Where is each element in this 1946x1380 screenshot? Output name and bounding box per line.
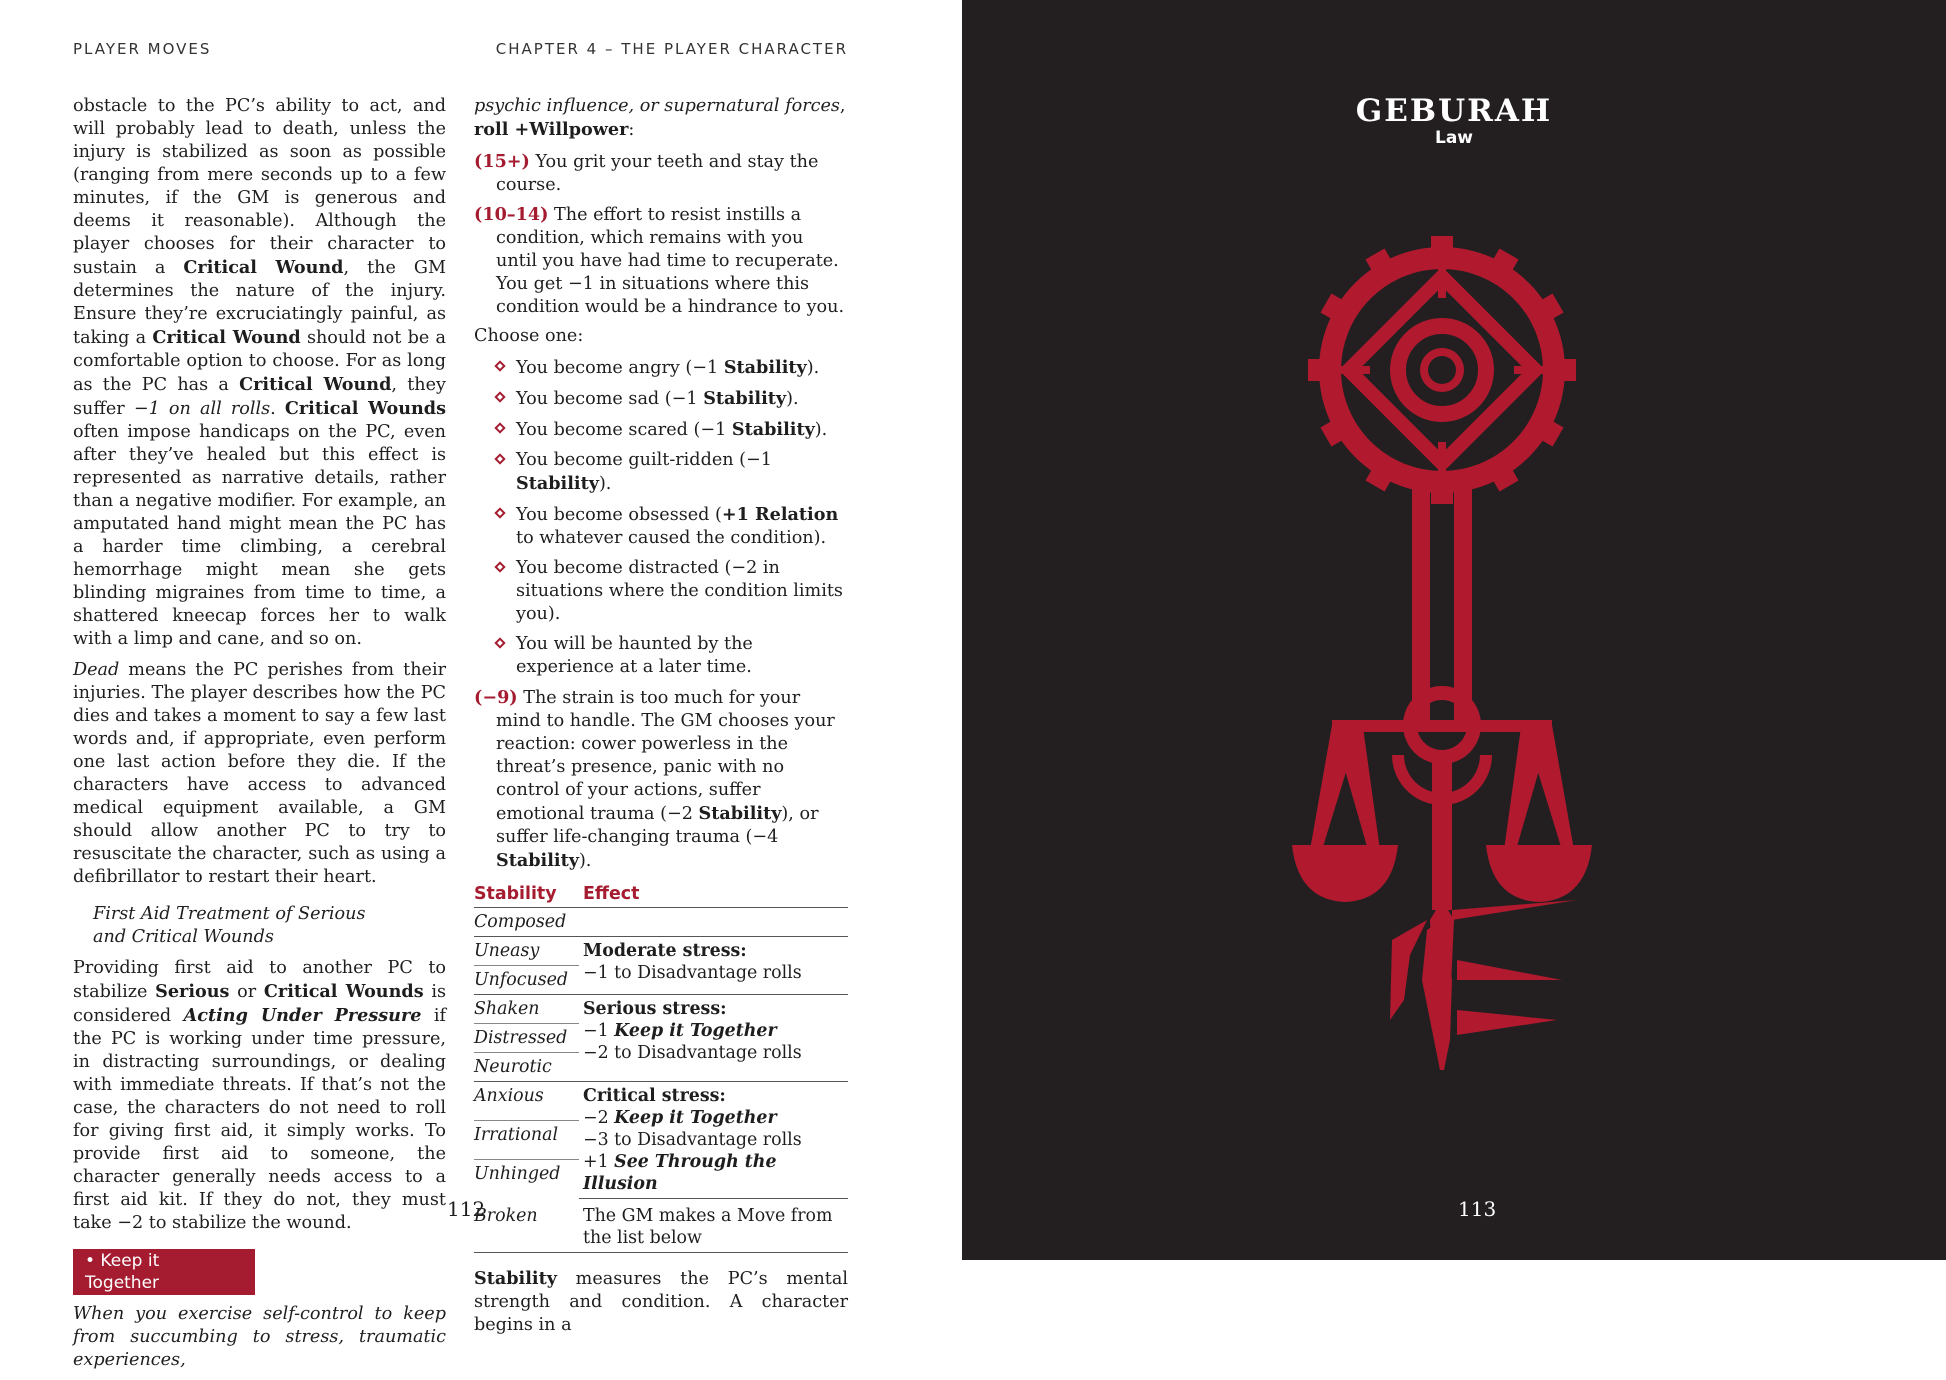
stability-level: Unhinged (474, 1164, 561, 1185)
condition-choice-list (474, 356, 848, 679)
result-minus-9: (−9) The strain is too much for your mind to handle. The GM chooses your reaction: cower powerless in the threat’s presence, panic with no control of your actions, suffer emotional trauma (−2 Stability), or suffer life-changing trauma (−4 Stability). (474, 687, 835, 871)
subheading-first-aid: First Aid Treatment of Serious and Critical Wounds (93, 904, 366, 947)
stability-level: Unfocused (474, 966, 579, 995)
stability-level: Broken (474, 1199, 579, 1253)
stability-level: Composed (474, 908, 579, 937)
page-number-left: 112 (447, 1197, 486, 1221)
column-header-stability: Stability (474, 881, 579, 908)
move-heading-keep-it-together: • Keep it Together (73, 1249, 255, 1295)
stability-table (474, 881, 848, 1253)
diamond-bullet-icon (494, 453, 505, 464)
result-10-14: (10–14) The effort to resist instills a condition, which remains with you until you have had time to recuperate. You get −1 in situations where this condition would be a hindrance to you. (474, 204, 845, 317)
stability-level: Uneasy (474, 937, 579, 966)
left-page (0, 0, 962, 1370)
running-head-left: PLAYER MOVES (73, 40, 212, 58)
diamond-bullet-icon (494, 422, 505, 433)
list-item: You become scared (−1 Stability). (516, 418, 848, 442)
list-item: You become distracted (−2 in situations where the condition limits you). (516, 557, 848, 626)
table-row (474, 908, 848, 937)
list-item: You become obsessed (+1 Relation to whatever caused the condition). (516, 503, 848, 550)
list-item: You become sad (−1 Stability). (516, 387, 848, 411)
paragraph-first-aid: Providing first aid to another PC to stabilize Serious or Critical Wounds is considered Acting Under Pressure if the PC is working under time pressure, in distracting surroundings, or dealing with immediate threats. If that’s not the case, the characters do not need to roll for giving first aid, it simply works. To provide first aid to someone, the character generally needs access to a first aid kit. If they do not, they must take −2 to stabilize the wound. (73, 958, 446, 1233)
list-item: You become angry (−1 Stability). (516, 356, 848, 380)
list-item: You become guilt-ridden (−1 Stability). (516, 449, 848, 496)
paragraph-critical-wound: obstacle to the PC’s ability to act, and will probably lead to death, unless the injury is stabilized as soon as possible (ranging from mere seconds up to a few minutes, if the GM is generous and deems it reasonable). Although the player chooses for their character to sustain a Critical Wound, the GM determines the nature of the injury. Ensure they’re excruciatingly painful, as taking a Critical Wound should not be a comfortable option to choose. For as long as the PC has a Critical Wound, they suffer −1 on all rolls. Critical Wounds often impose handicaps on the PC, even after they’ve healed but this effect is represented as narrative details, rather than a negative modifier. For example, an amputated hand might mean the PC has a harder time climbing, a cerebral hemorrhage might mean she gets blinding migraines from time to time, a shattered kneecap forces her to walk with a limp and cane, and so on. (73, 96, 446, 649)
page-number-right: 113 (1458, 1197, 1497, 1221)
right-page (962, 0, 1946, 1260)
paragraph-dead: Dead means the PC perishes from their injuries. The player describes how the PC dies and takes a moment to say a few last words and, if appropriate, even perform one last action before they die. If the characters have access to advanced medical equipment available, a GM should allow another PC to try to resuscitate the character, such as using a defibrillator to restart their heart. (73, 660, 446, 887)
table-row (474, 995, 848, 1024)
table-row (474, 937, 848, 966)
stability-level: Neurotic (474, 1053, 579, 1082)
choose-one-label: Choose one: (474, 326, 584, 346)
diamond-bullet-icon (494, 360, 505, 371)
paragraph-move-trigger-cont: psychic influence, or supernatural forces, roll +Willpower: (474, 96, 846, 140)
diamond-bullet-icon (494, 637, 505, 648)
table-header-row (474, 881, 848, 908)
effect-critical: Critical stress: −2 Keep it Together −3 to Disadvantage rolls +1 See Through the Illusion (579, 1082, 848, 1199)
column-header-effect: Effect (579, 881, 848, 908)
text-column-2 (474, 95, 848, 1345)
stability-level: Irrational (474, 1121, 579, 1160)
list-item: You will be haunted by the experience at a later time. (516, 633, 848, 679)
diamond-bullet-icon (494, 391, 505, 402)
table-row (474, 1199, 848, 1253)
sephira-subtitle: Law (1434, 128, 1473, 148)
diamond-bullet-icon (494, 507, 505, 518)
running-head-right: CHAPTER 4 – THE PLAYER CHARACTER (495, 40, 848, 58)
effect-serious: Serious stress: −1 Keep it Together −2 to Disadvantage rolls (579, 995, 848, 1082)
stability-level: Anxious (474, 1082, 579, 1121)
diamond-bullet-icon (494, 561, 505, 572)
paragraph-stability: Stability measures the PC’s mental strength and condition. A character begins in a (474, 1268, 848, 1335)
sephira-title: GEBURAH (1355, 93, 1553, 129)
table-row (474, 1082, 848, 1121)
effect-broken: The GM makes a Move from the list below (579, 1199, 848, 1253)
effect-moderate: Moderate stress: −1 to Disadvantage rolls (579, 937, 848, 995)
paragraph-move-trigger: When you exercise self-control to keep from succumbing to stress, traumatic experiences, (73, 1304, 446, 1370)
stability-level: Shaken (474, 995, 579, 1024)
sephira-key-icon (1292, 220, 1592, 1070)
result-15-plus: (15+) You grit your teeth and stay the course. (474, 151, 819, 195)
stability-level: Distressed (474, 1024, 579, 1053)
text-column-1 (73, 95, 446, 1380)
